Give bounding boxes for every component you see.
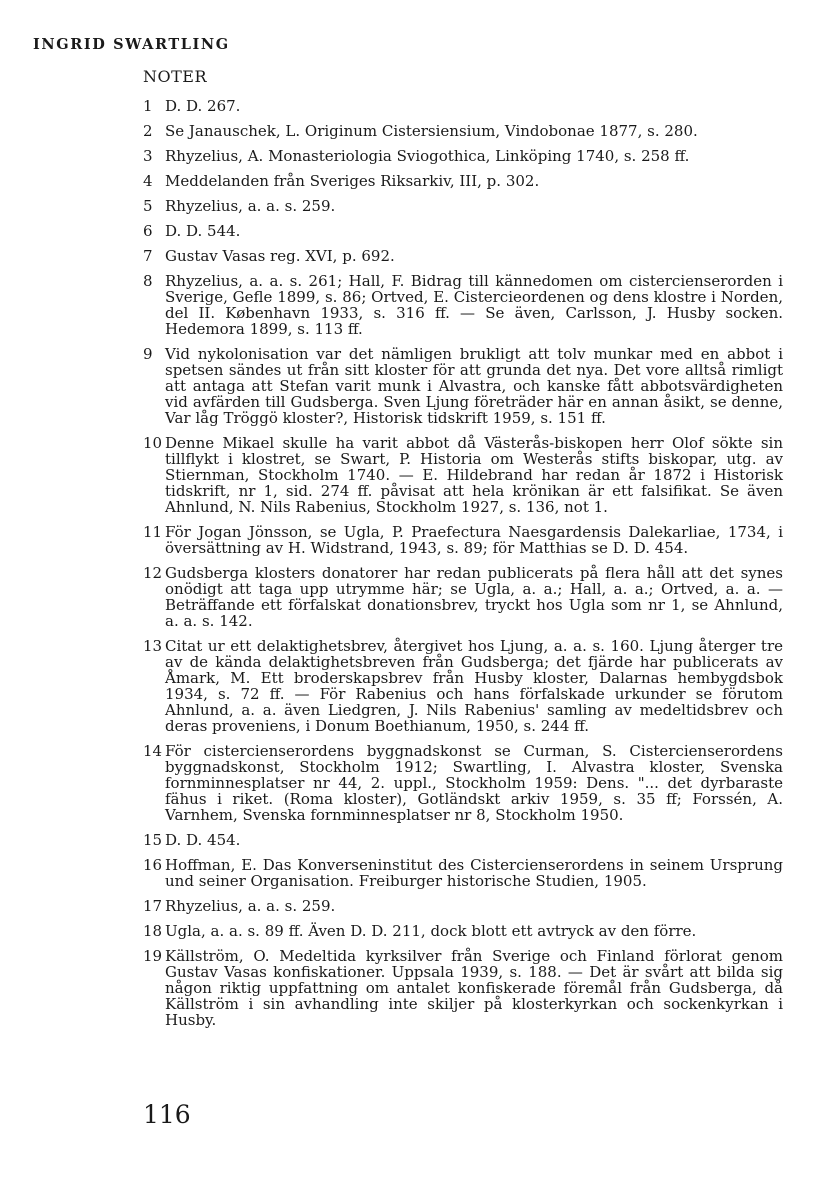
note-text: D. D. 454. (165, 831, 241, 849)
note-text: Vid nykolonisation var det nämligen brukligt att tolv munkar med en abbot i spetsen sändes ut från sitt kloster för att grunda det nya. Det vore alltså rimligt att antaga att Stefan varit munk i Alvastra, och kanske fått abbotsvärdigheten vid avfärden till Gudsberga. Sven Ljung företräder här en annan åsikt, se denne, Var låg Tröggö kloster?, Historisk tidskrift 1959, s. 151 ff. (165, 345, 783, 427)
note-item (143, 743, 783, 823)
note-item (143, 148, 783, 164)
note-text: D. D. 544. (165, 222, 241, 240)
note-number: 15 (143, 831, 163, 849)
note-number: 16 (143, 856, 163, 874)
note-text: Ugla, a. a. s. 89 ff. Även D. D. 211, dock blott ett avtryck av den förre. (165, 922, 697, 940)
note-number: 11 (143, 523, 163, 541)
note-text: Denne Mikael skulle ha varit abbot då Västerås-biskopen herr Olof sökte sin tillflykt i klostret, se Swart, P. Historia om Westerås stifts biskopar, utg. av Stiernman, Stockholm 1740. — E. Hildebrand har redan år 1872 i Historisk tidskrift, nr 1, sid. 274 ff. påvisat att hela krönikan är ett falsifikat. Se även Ahnlund, N. Nils Rabenius, Stockholm 1927, s. 136, not 1. (165, 434, 783, 516)
note-text: För cistercienserordens byggnadskonst se Curman, S. Cistercienserordens byggnadskonst, Stockholm 1912; Swartling, I. Alvastra kloster, Svenska fornminnesplatser nr 44, 2. uppl., Stockholm 1959: Dens. "... det dyrbaraste fähus i riket. (Roma kloster), Gotländskt arkiv 1959, s. 35 ff; Forssén, A. Varnhem, Svenska fornminnesplatser nr 8, Stockholm 1950. (165, 742, 783, 824)
note-item (143, 98, 783, 114)
note-item (143, 638, 783, 734)
note-text: Citat ur ett delaktighetsbrev, återgivet hos Ljung, a. a. s. 160. Ljung återger tre av de kända delaktighetsbreven från Gudsberga; det fjärde har publicerats av Åmark, M. Ett broderskapsbrev från Husby kloster, Dalarnas hembygdsbok 1934, s. 72 ff. — För Rabenius och hans förfalskade urkunder se förutom Ahnlund, a. a. även Liedgren, J. Nils Rabenius' samling av medeltidsbrev och deras proveniens, i Donum Boethianum, 1950, s. 244 ff. (165, 637, 783, 735)
note-text: D. D. 267. (165, 97, 241, 115)
notes-list (143, 98, 783, 1037)
note-number: 10 (143, 434, 163, 452)
note-text: Meddelanden från Sveriges Riksarkiv, III, p. 302. (165, 172, 540, 190)
note-number: 4 (143, 172, 153, 190)
note-item (143, 435, 783, 515)
note-item (143, 273, 783, 337)
note-number: 8 (143, 272, 153, 290)
note-item (143, 565, 783, 629)
note-number: 2 (143, 122, 153, 140)
note-text: Se Janauschek, L. Originum Cistersiensium, Vindobonae 1877, s. 280. (165, 122, 698, 140)
note-number: 7 (143, 247, 153, 265)
note-number: 13 (143, 637, 163, 655)
note-number: 1 (143, 97, 153, 115)
note-number: 9 (143, 345, 153, 363)
note-item (143, 948, 783, 1028)
note-item (143, 198, 783, 214)
note-item (143, 173, 783, 189)
note-text: Rhyzelius, a. a. s. 259. (165, 897, 336, 915)
note-number: 12 (143, 564, 163, 582)
note-item (143, 524, 783, 556)
note-text: Gustav Vasas reg. XVI, p. 692. (165, 247, 395, 265)
note-item (143, 857, 783, 889)
note-number: 18 (143, 922, 163, 940)
note-text: För Jogan Jönsson, se Ugla, P. Praefectura Naesgardensis Dalekarliae, 1734, i översättning av H. Widstrand, 1943, s. 89; för Matthias se D. D. 454. (165, 523, 783, 557)
note-item (143, 223, 783, 239)
note-number: 14 (143, 742, 163, 760)
note-item (143, 248, 783, 264)
note-number: 17 (143, 897, 163, 915)
note-item (143, 923, 783, 939)
note-text: Rhyzelius, a. a. s. 259. (165, 197, 336, 215)
page-number: 116 (143, 1100, 191, 1129)
note-item (143, 346, 783, 426)
note-item (143, 898, 783, 914)
note-text: Gudsberga klosters donatorer har redan publicerats på flera håll att det synes onödigt att taga upp utrymme här; se Ugla, a. a.; Hall, a. a.; Ortved, a. a. — Beträffande ett förfalskat donationsbrev, tryckt hos Ugla som nr 1, se Ahnlund, a. a. s. 142. (165, 564, 783, 630)
note-item (143, 832, 783, 848)
note-number: 5 (143, 197, 153, 215)
note-text: Rhyzelius, A. Monasteriologia Sviogothica, Linköping 1740, s. 258 ff. (165, 147, 690, 165)
note-number: 19 (143, 947, 163, 965)
note-text: Rhyzelius, a. a. s. 261; Hall, F. Bidrag till kännedomen om cistercienserorden i Sverige, Gefle 1899, s. 86; Ortved, E. Cistercieordenen og dens klostre i Norden, del II. København 1933, s. 316 ff. — Se även, Carlsson, J. Husby socken. Hedemora 1899, s. 113 ff. (165, 272, 783, 338)
note-item (143, 123, 783, 139)
section-title: NOTER (143, 67, 208, 86)
running-header: INGRID SWARTLING (33, 36, 230, 53)
note-number: 6 (143, 222, 153, 240)
note-text: Källström, O. Medeltida kyrksilver från Sverige och Finland förlorat genom Gustav Vasas konfiskationer. Uppsala 1939, s. 188. — Det är svårt att bilda sig någon riktig uppfattning om antalet konfiskerade föremål från Gudsberga, då Källström i sin avhandling inte skiljer på klosterkyrkan och sockenkyrkan i Husby. (165, 947, 783, 1029)
note-text: Hoffman, E. Das Konverseninstitut des Cistercienserordens in seinem Ursprung und seiner Organisation. Freiburger historische Studien, 1905. (165, 856, 783, 890)
note-number: 3 (143, 147, 153, 165)
